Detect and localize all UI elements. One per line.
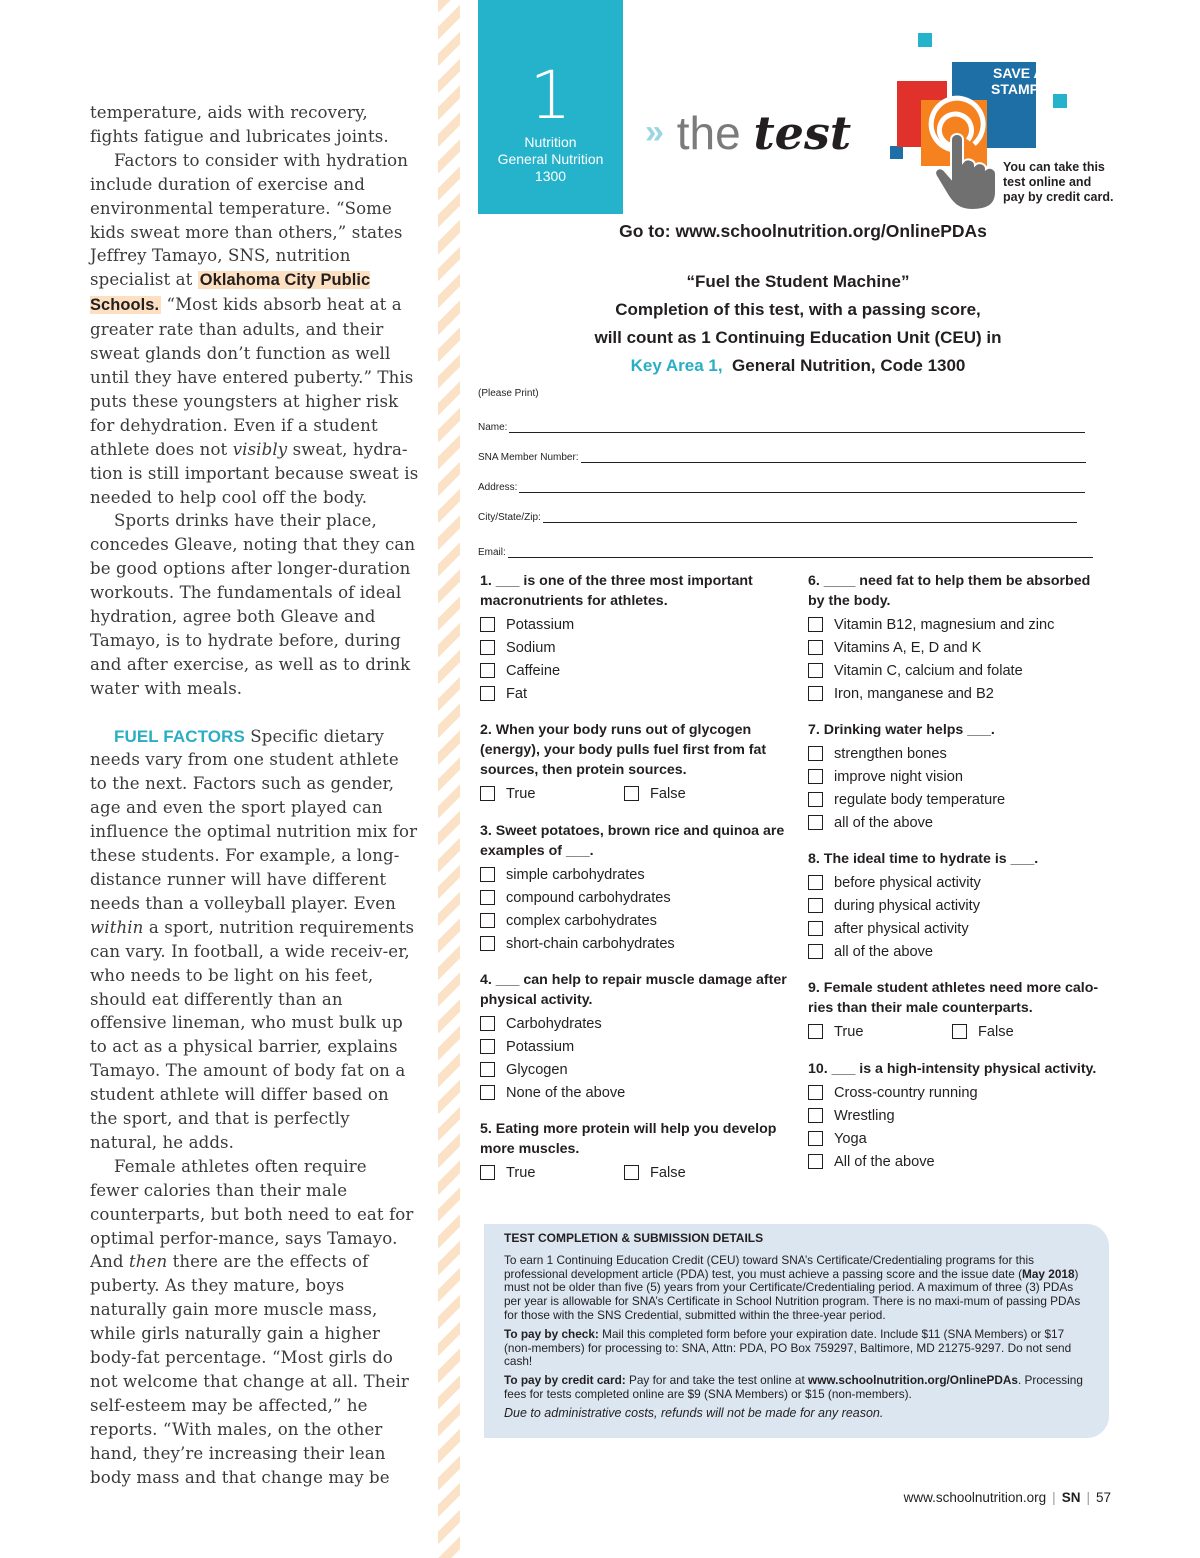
checkbox[interactable]	[480, 1039, 495, 1054]
answer-option[interactable]: regulate body temperature	[808, 788, 1108, 811]
checkbox[interactable]	[480, 1016, 495, 1031]
checkbox[interactable]	[808, 1024, 823, 1039]
question-2: 2. When your body runs out of glycogen (energy), your body pulls fuel first from fat sources, then protein sources. True False	[480, 720, 780, 805]
answer-option[interactable]: during physical activity	[808, 894, 1108, 917]
checkbox[interactable]	[480, 913, 495, 928]
section-heading: FUEL FACTORS	[114, 726, 245, 746]
checkbox[interactable]	[480, 786, 495, 801]
article-paragraph: Female athletes often require fewer calories than their male counterparts, but both need to eat for optimal perfor-mance, says Tamayo. And then there are the effects of puberty. As they mature, boys naturally gain more muscle mass, while girls naturally gain a higher body-fat percentage. “Most girls do not welcome that change at all. Their self-esteem may be affected,” he reports. “With males, on the other hand, they’re increasing their lean body mass and that change may be	[90, 1156, 414, 1487]
article-paragraph: FUEL FACTORS Specific dietary needs vary from one student athlete to the next. Factors such as gender, age and even the sport played can influence the optimal nutrition mix for these students. For example, a long-distance runner will have different needs than a volleyball player. Even within a sport, nutrition requirements can vary. In football, a wide receiv-er, who needs to be light on his feet, should eat differently than an offensive lineman, who must bulk up to act as a physical barrier, explains Tamayo. The amount of body fat on a student athlete will differ based on the sport, and that is perfectly natural, he adds.	[90, 726, 418, 1152]
answer-option[interactable]: strengthen bones	[808, 742, 1108, 765]
checkbox[interactable]	[624, 786, 639, 801]
checkbox[interactable]	[480, 686, 495, 701]
test-title: “Fuel the Student Machine”	[686, 272, 910, 291]
checkbox[interactable]	[952, 1024, 967, 1039]
answer-option[interactable]: Vitamins A, E, D and K	[808, 636, 1108, 659]
key-area-box: 1 Nutrition General Nutrition 1300	[478, 0, 623, 214]
article-paragraph: temperature, aids with recovery, fights fatigue and lubricates joints.	[90, 103, 389, 146]
checkbox[interactable]	[480, 663, 495, 678]
answer-option[interactable]: all of the above	[808, 811, 1108, 834]
name-field[interactable]: Name:	[478, 419, 1085, 433]
checkbox[interactable]	[808, 746, 823, 761]
details-url-link[interactable]: www.schoolnutrition.org/OnlinePDAs	[808, 1373, 1018, 1388]
checkbox[interactable]	[808, 1154, 823, 1169]
answer-option[interactable]: Cross-country running	[808, 1081, 1108, 1104]
answer-option[interactable]: after physical activity	[808, 917, 1108, 940]
stamp-title: STAMP!	[991, 81, 1044, 97]
answer-option[interactable]: False	[952, 1020, 1096, 1043]
checkbox[interactable]	[808, 617, 823, 632]
footer-url[interactable]: www.schoolnutrition.org	[903, 1490, 1047, 1505]
page-footer: www.schoolnutrition.org | SN | 57	[903, 1490, 1111, 1505]
email-field[interactable]: Email:	[478, 544, 1093, 558]
answer-option[interactable]: short-chain carbohydrates	[480, 932, 790, 955]
question-1: 1. ___ is one of the three most important macronutrients for athletes. Potassium Sodium Caffeine Fat	[480, 571, 780, 705]
checkbox[interactable]	[480, 867, 495, 882]
stripe-divider	[438, 0, 460, 1558]
checkbox[interactable]	[808, 640, 823, 655]
checkbox[interactable]	[480, 936, 495, 951]
stamp-title: SAVE A	[993, 65, 1044, 81]
online-url[interactable]: Go to: www.schoolnutrition.org/OnlinePDAs	[619, 221, 987, 241]
answer-option[interactable]: complex carbohydrates	[480, 909, 790, 932]
answer-option[interactable]: True	[480, 1161, 624, 1184]
article-paragraph: Sports drinks have their place, concedes Gleave, noting that they can be good options after longer-duration workouts. The fundamentals of ideal hydration, agree both Gleave and Tamayo, is to hydrate before, during and after exercise, as well as to drink water with meals.	[90, 511, 416, 698]
question-7: 7. Drinking water helps ___. strengthen bones improve night vision regulate body temperature all of the above	[808, 720, 1108, 834]
stamp-note: You can take this test online and pay by credit card.	[1003, 160, 1114, 204]
answer-option[interactable]: before physical activity	[808, 871, 1108, 894]
checkbox[interactable]	[808, 898, 823, 913]
answer-option[interactable]: Iron, manganese and B2	[808, 682, 1108, 705]
answer-option[interactable]: all of the above	[808, 940, 1108, 963]
checkbox[interactable]	[808, 686, 823, 701]
answer-option[interactable]: Caffeine	[480, 659, 780, 682]
checkbox[interactable]	[808, 815, 823, 830]
refund-note: Due to administrative costs, refunds will not be made for any reason.	[504, 1405, 884, 1420]
checkbox[interactable]	[480, 890, 495, 905]
checkbox[interactable]	[808, 921, 823, 936]
answer-option[interactable]: Vitamin B12, magnesium and zinc	[808, 613, 1108, 636]
the-test-heading: » the test	[645, 106, 852, 160]
address-field[interactable]: Address:	[478, 479, 1085, 493]
key-area-number: 1	[529, 57, 572, 134]
question-8: 8. The ideal time to hydrate is ___. before physical activity during physical activity after physical activity all of the above	[808, 849, 1108, 963]
checkbox[interactable]	[480, 1165, 495, 1180]
please-print-note: (Please Print)	[478, 388, 539, 399]
question-9: 9. Female student athletes need more calo-ries than their male counterparts. True False	[808, 978, 1108, 1043]
answer-option[interactable]: Sodium	[480, 636, 780, 659]
answer-option[interactable]: False	[624, 782, 768, 805]
answer-option[interactable]: All of the above	[808, 1150, 1108, 1173]
checkbox[interactable]	[808, 769, 823, 784]
answer-option[interactable]: compound carbohydrates	[480, 886, 790, 909]
checkbox[interactable]	[808, 944, 823, 959]
answer-option[interactable]: Potassium	[480, 613, 780, 636]
question-6: 6. ____ need fat to help them be absorbed by the body. Vitamin B12, magnesium and zinc Vitamins A, E, D and K Vitamin C, calcium and folate Iron, manganese and B2	[808, 571, 1108, 705]
answer-option[interactable]: Glycogen	[480, 1058, 790, 1081]
double-arrow-icon: »	[645, 113, 664, 151]
checkbox[interactable]	[480, 640, 495, 655]
answer-option[interactable]: Yoga	[808, 1127, 1108, 1150]
checkbox[interactable]	[808, 1108, 823, 1123]
answer-option[interactable]: True	[808, 1020, 952, 1043]
key-area-label: Key Area 1,	[630, 356, 723, 375]
magazine-abbrev: SN	[1061, 1490, 1081, 1505]
question-5: 5. Eating more protein will help you develop more muscles. True False	[480, 1119, 780, 1184]
test-title-block: “Fuel the Student Machine” Completion of this test, with a passing score, will count as 1 Continuing Education Unit (CEU) in Key Area 1, General Nutrition, Code 1300	[478, 268, 1118, 380]
answer-option[interactable]: simple carbohydrates	[480, 863, 790, 886]
page-number: 57	[1095, 1490, 1111, 1505]
answer-option[interactable]: True	[480, 782, 624, 805]
checkbox[interactable]	[480, 1085, 495, 1100]
answer-option[interactable]: None of the above	[480, 1081, 790, 1104]
answer-option[interactable]: Potassium	[480, 1035, 790, 1058]
answer-option[interactable]: Carbohydrates	[480, 1012, 790, 1035]
question-3: 3. Sweet potatoes, brown rice and quinoa are examples of ___. simple carbohydrates compound carbohydrates complex carbohydrates short-chain carbohydrates	[480, 821, 790, 955]
submission-details-box: TEST COMPLETION & SUBMISSION DETAILS To earn 1 Continuing Education Credit (CEU) toward SNA’s Certificate/Credentialing programs for this professional development article (PDA) test, you must achieve a passing score and the issue date (May 2018) must not be older than five (5) years from your Certificate/Credentialing period. A maximum of three (3) PDAs per year is allowable for SNA’s Certificate in School Nutrition program. There is no maxi-mum of passing PDAs for those with the SNS Credential, submitted within the three-year period. To pay by check: Mail this completed form before your expiration date. Include $11 (SNA Members) or $17 (non-members) for processing to: SNA, Attn: PDA, PO Box 759297, Baltimore, MD 21275-9297. Do not send cash! To pay by credit card: Pay for and take the test online at www.schoolnutrition.org/OnlinePDAs. Processing fees for tests completed online are $9 (SNA Members) or $15 (non-members). Due to administrative costs, refunds will not be made for any reason.	[484, 1224, 1109, 1438]
answer-option[interactable]: improve night vision	[808, 765, 1108, 788]
highlight-school: Oklahoma City Public Schools.	[90, 271, 371, 315]
checkbox[interactable]	[808, 792, 823, 807]
city-state-zip-field[interactable]: City/State/Zip:	[478, 509, 1077, 523]
question-4: 4. ___ can help to repair muscle damage after physical activity. Carbohydrates Potassium Glycogen None of the above	[480, 970, 790, 1104]
checkbox[interactable]	[624, 1165, 639, 1180]
checkbox[interactable]	[480, 1062, 495, 1077]
checkbox[interactable]	[808, 1131, 823, 1146]
member-number-field[interactable]: SNA Member Number:	[478, 449, 1086, 463]
checkbox[interactable]	[808, 663, 823, 678]
article-paragraph: Factors to consider with hydration include duration of exercise and environmental temperature. “Some kids sweat more than others,” states Jeffrey Tamayo, SNS, nutrition specialist at Oklahoma City Public Schools. “Most kids absorb heat at a greater rate than adults, and their sweat glands don’t function as well until they have entered puberty.” This puts these youngsters at higher risk for dehydration. Even if a student athlete does not visibly sweat, hydra-tion is still important because sweat is needed to help cool off the body.	[90, 150, 419, 507]
answer-option[interactable]: False	[624, 1161, 768, 1184]
checkbox[interactable]	[808, 875, 823, 890]
answer-option[interactable]: Fat	[480, 682, 780, 705]
checkbox[interactable]	[808, 1085, 823, 1100]
answer-option[interactable]: Wrestling	[808, 1104, 1108, 1127]
question-10: 10. ___ is a high-intensity physical activity. Cross-country running Wrestling Yoga All of the above	[808, 1059, 1108, 1173]
answer-option[interactable]: Vitamin C, calcium and folate	[808, 659, 1108, 682]
article-column	[90, 101, 420, 1490]
checkbox[interactable]	[480, 617, 495, 632]
details-title: TEST COMPLETION & SUBMISSION DETAILS	[504, 1231, 764, 1245]
